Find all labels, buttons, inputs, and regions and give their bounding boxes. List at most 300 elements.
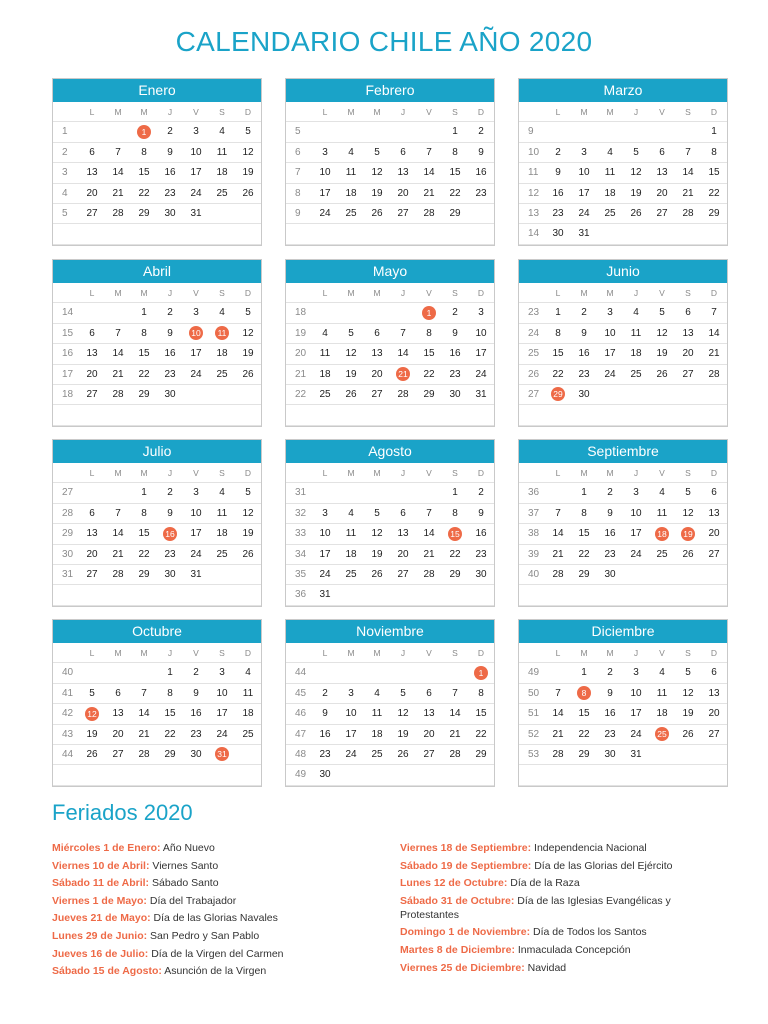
day-cell <box>623 224 649 244</box>
day-cell <box>390 585 416 605</box>
weekday-label: J <box>623 102 649 122</box>
day-cell <box>675 765 701 785</box>
day-cell: 5 <box>338 324 364 344</box>
day-cell: 9 <box>312 704 338 724</box>
day-cell: 6 <box>390 504 416 524</box>
day-cell: 25 <box>235 725 261 745</box>
weekday-label: M <box>571 283 597 303</box>
day-cell: 24 <box>623 545 649 565</box>
week-number: 16 <box>53 344 79 364</box>
day-cell: 15 <box>131 163 157 183</box>
day-cell <box>649 745 675 765</box>
week-number: 39 <box>519 545 545 565</box>
weekday-label: J <box>157 643 183 663</box>
weekday-label: V <box>416 283 442 303</box>
week-number: 1 <box>53 122 79 142</box>
holiday-date: Viernes 1 de Mayo: <box>52 894 147 907</box>
holidays-list-left <box>52 841 372 982</box>
day-cell: 6 <box>701 663 727 683</box>
weekday-label: L <box>312 102 338 122</box>
day-cell <box>571 765 597 785</box>
week-number: 28 <box>53 504 79 524</box>
day-cell: 10 <box>623 504 649 524</box>
day-cell <box>105 122 131 142</box>
day-cell: 26 <box>364 565 390 585</box>
day-cell: 11 <box>235 684 261 704</box>
weekday-label: S <box>442 463 468 483</box>
day-cell <box>209 224 235 244</box>
weekday-label: M <box>105 102 131 122</box>
day-cell: 3 <box>623 663 649 683</box>
day-cell <box>649 224 675 244</box>
day-cell <box>675 745 701 765</box>
day-cell: 9 <box>597 504 623 524</box>
day-cell: 11 <box>338 524 364 544</box>
day-cell <box>183 324 209 344</box>
weekday-label: J <box>157 283 183 303</box>
day-cell: 29 <box>157 745 183 765</box>
weekday-label: M <box>131 463 157 483</box>
day-cell: 15 <box>545 344 571 364</box>
day-cell: 14 <box>416 163 442 183</box>
day-cell: 19 <box>235 524 261 544</box>
day-cell: 10 <box>571 163 597 183</box>
day-cell: 30 <box>468 565 494 585</box>
day-cell: 9 <box>183 684 209 704</box>
day-cell: 25 <box>623 365 649 385</box>
day-cell: 4 <box>649 663 675 683</box>
day-cell: 27 <box>364 385 390 405</box>
weekday-label: J <box>390 463 416 483</box>
day-cell: 20 <box>105 725 131 745</box>
day-cell: 18 <box>209 163 235 183</box>
holiday-name: Año Nuevo <box>160 842 215 854</box>
day-cell: 10 <box>183 143 209 163</box>
day-cell: 22 <box>131 365 157 385</box>
day-cell: 17 <box>623 524 649 544</box>
weekday-label: L <box>545 102 571 122</box>
day-cell <box>312 122 338 142</box>
day-cell: 4 <box>364 684 390 704</box>
day-cell: 27 <box>701 725 727 745</box>
day-cell: 30 <box>571 385 597 405</box>
day-cell: 7 <box>390 324 416 344</box>
day-cell: 23 <box>468 545 494 565</box>
day-cell: 15 <box>131 524 157 544</box>
day-cell: 24 <box>571 204 597 224</box>
day-cell: 9 <box>597 684 623 704</box>
weekday-label: V <box>416 463 442 483</box>
day-cell <box>364 663 390 683</box>
day-cell: 23 <box>468 184 494 204</box>
day-cell: 17 <box>468 344 494 364</box>
month-name: Marzo <box>519 79 727 102</box>
weekday-label: M <box>571 643 597 663</box>
day-cell: 31 <box>183 204 209 224</box>
day-cell: 10 <box>338 704 364 724</box>
day-cell: 29 <box>701 204 727 224</box>
day-cell <box>442 765 468 785</box>
day-cell: 26 <box>235 184 261 204</box>
day-cell: 5 <box>79 684 105 704</box>
day-cell: 14 <box>390 344 416 364</box>
day-cell: 31 <box>468 385 494 405</box>
day-cell <box>338 663 364 683</box>
weekday-label: M <box>338 643 364 663</box>
day-cell <box>105 585 131 605</box>
day-cell: 5 <box>364 143 390 163</box>
weekday-label: V <box>416 643 442 663</box>
day-cell: 16 <box>571 344 597 364</box>
week-number: 31 <box>53 565 79 585</box>
day-cell: 8 <box>442 504 468 524</box>
week-number: 10 <box>519 143 545 163</box>
day-cell <box>675 565 701 585</box>
day-cell: 23 <box>157 545 183 565</box>
week-number: 11 <box>519 163 545 183</box>
day-cell: 15 <box>157 704 183 724</box>
week-header-blank <box>519 463 545 483</box>
holiday-name: Día de la Raza <box>507 877 580 890</box>
day-cell <box>675 122 701 142</box>
day-cell <box>157 405 183 425</box>
day-cell: 9 <box>157 504 183 524</box>
day-cell: 13 <box>79 163 105 183</box>
day-cell: 3 <box>623 483 649 503</box>
week-number: 38 <box>519 524 545 544</box>
day-cell: 15 <box>131 344 157 364</box>
day-cell: 14 <box>105 524 131 544</box>
week-number: 9 <box>286 204 312 224</box>
holiday-date: Viernes 25 de Diciembre: <box>400 961 525 974</box>
holiday-date: Lunes 29 de Junio: <box>52 929 148 942</box>
day-cell: 8 <box>468 684 494 704</box>
day-cell: 23 <box>312 745 338 765</box>
day-cell: 22 <box>468 725 494 745</box>
day-cell <box>364 224 390 244</box>
day-cell <box>312 405 338 425</box>
day-cell <box>79 303 105 323</box>
day-cell: 12 <box>235 324 261 344</box>
day-cell: 24 <box>312 204 338 224</box>
day-cell: 4 <box>623 303 649 323</box>
holiday-item <box>52 947 372 961</box>
day-cell: 21 <box>416 545 442 565</box>
day-cell <box>364 303 390 323</box>
day-cell: 10 <box>183 504 209 524</box>
week-number <box>286 224 312 244</box>
weekday-label: M <box>338 102 364 122</box>
month-name: Diciembre <box>519 620 727 643</box>
day-cell <box>442 585 468 605</box>
week-number: 40 <box>53 663 79 683</box>
month-name: Agosto <box>286 440 494 463</box>
month-julio <box>52 439 262 607</box>
day-cell: 19 <box>364 184 390 204</box>
day-cell <box>235 204 261 224</box>
day-cell <box>364 483 390 503</box>
week-number: 14 <box>53 303 79 323</box>
day-cell: 4 <box>235 663 261 683</box>
day-cell: 23 <box>571 365 597 385</box>
day-cell: 11 <box>338 163 364 183</box>
day-cell: 7 <box>701 303 727 323</box>
day-cell: 13 <box>649 163 675 183</box>
day-cell: 20 <box>701 524 727 544</box>
holiday-item <box>52 894 372 908</box>
day-cell <box>390 122 416 142</box>
day-cell: 2 <box>157 483 183 503</box>
day-cell: 8 <box>545 324 571 344</box>
day-cell: 14 <box>545 704 571 724</box>
holiday-name: Día de las Glorias del Ejército <box>531 859 673 872</box>
day-cell: 30 <box>442 385 468 405</box>
day-cell <box>131 405 157 425</box>
day-cell <box>209 745 235 765</box>
day-cell: 25 <box>312 385 338 405</box>
weekday-label: L <box>79 463 105 483</box>
day-cell: 30 <box>157 204 183 224</box>
day-cell: 11 <box>649 504 675 524</box>
day-cell: 3 <box>183 483 209 503</box>
day-cell <box>597 385 623 405</box>
day-cell: 29 <box>442 565 468 585</box>
day-cell: 3 <box>209 663 235 683</box>
day-cell <box>649 725 675 745</box>
day-cell: 13 <box>390 163 416 183</box>
day-cell: 12 <box>649 324 675 344</box>
week-number: 14 <box>519 224 545 244</box>
day-cell: 16 <box>597 704 623 724</box>
day-cell: 29 <box>131 204 157 224</box>
day-cell: 2 <box>442 303 468 323</box>
day-cell: 25 <box>597 204 623 224</box>
weekday-label: D <box>468 283 494 303</box>
weekday-label: M <box>571 463 597 483</box>
weekday-label: J <box>623 283 649 303</box>
day-cell <box>390 765 416 785</box>
day-cell: 2 <box>157 303 183 323</box>
day-cell <box>442 405 468 425</box>
day-cell: 15 <box>701 163 727 183</box>
weekday-label: S <box>209 643 235 663</box>
month-agosto <box>285 439 495 607</box>
week-number: 27 <box>519 385 545 405</box>
weekday-label: J <box>390 283 416 303</box>
week-number: 36 <box>519 483 545 503</box>
day-cell: 28 <box>105 565 131 585</box>
day-cell <box>649 405 675 425</box>
holiday-date: Martes 8 de Diciembre: <box>400 943 515 956</box>
day-cell: 4 <box>597 143 623 163</box>
day-cell: 24 <box>183 184 209 204</box>
week-number: 5 <box>53 204 79 224</box>
holiday-date: Lunes 12 de Octubre: <box>400 877 508 890</box>
day-cell <box>623 385 649 405</box>
day-cell: 13 <box>701 684 727 704</box>
day-cell: 19 <box>675 704 701 724</box>
day-cell: 4 <box>338 504 364 524</box>
weekday-label: S <box>442 643 468 663</box>
day-cell <box>701 224 727 244</box>
day-cell: 17 <box>209 704 235 724</box>
day-cell: 3 <box>338 684 364 704</box>
day-cell <box>701 765 727 785</box>
day-cell <box>597 585 623 605</box>
day-cell: 15 <box>442 163 468 183</box>
holiday-marker: 19 <box>681 527 695 541</box>
day-cell: 18 <box>312 365 338 385</box>
day-cell <box>338 224 364 244</box>
week-number: 50 <box>519 684 545 704</box>
day-cell: 1 <box>571 663 597 683</box>
week-number <box>53 224 79 244</box>
day-cell: 17 <box>183 524 209 544</box>
day-cell <box>235 405 261 425</box>
day-cell <box>209 565 235 585</box>
day-cell: 5 <box>623 143 649 163</box>
day-cell: 16 <box>468 524 494 544</box>
holiday-marker: 1 <box>474 666 488 680</box>
day-cell <box>597 224 623 244</box>
day-cell <box>183 765 209 785</box>
holiday-date: Domingo 1 de Noviembre: <box>400 926 531 939</box>
day-cell: 18 <box>338 545 364 565</box>
week-number <box>53 405 79 425</box>
week-header-blank <box>286 463 312 483</box>
week-number: 35 <box>286 565 312 585</box>
weekday-label: M <box>105 643 131 663</box>
holiday-marker: 10 <box>189 326 203 340</box>
week-number: 15 <box>53 324 79 344</box>
day-cell: 1 <box>157 663 183 683</box>
weekday-label: V <box>183 463 209 483</box>
day-cell: 8 <box>157 684 183 704</box>
weekday-label: V <box>649 102 675 122</box>
day-cell: 28 <box>105 204 131 224</box>
day-cell: 23 <box>183 725 209 745</box>
holiday-item <box>400 876 720 890</box>
day-cell <box>209 385 235 405</box>
weekday-label: M <box>364 283 390 303</box>
day-cell: 4 <box>209 122 235 142</box>
day-cell: 21 <box>545 725 571 745</box>
day-cell: 7 <box>545 504 571 524</box>
day-cell: 9 <box>571 324 597 344</box>
day-cell: 24 <box>338 745 364 765</box>
day-cell: 9 <box>157 143 183 163</box>
week-number: 18 <box>53 385 79 405</box>
week-number: 44 <box>53 745 79 765</box>
weekday-label: S <box>675 463 701 483</box>
week-number: 21 <box>286 365 312 385</box>
day-cell: 13 <box>79 524 105 544</box>
week-number: 40 <box>519 565 545 585</box>
day-cell <box>235 765 261 785</box>
day-cell: 20 <box>364 365 390 385</box>
weekday-label: M <box>131 643 157 663</box>
day-cell: 19 <box>623 184 649 204</box>
day-cell: 13 <box>416 704 442 724</box>
day-cell: 2 <box>571 303 597 323</box>
day-cell <box>468 585 494 605</box>
holiday-name: San Pedro y San Pablo <box>147 929 260 942</box>
day-cell <box>571 585 597 605</box>
holiday-date: Viernes 18 de Septiembre: <box>400 842 532 854</box>
holiday-name: Sábado Santo <box>149 877 219 890</box>
day-cell <box>338 483 364 503</box>
weekday-label: V <box>183 283 209 303</box>
day-cell: 20 <box>79 184 105 204</box>
holidays-title: Feriados 2020 <box>52 800 193 825</box>
day-cell: 19 <box>235 344 261 364</box>
day-cell: 16 <box>183 704 209 724</box>
day-cell <box>209 405 235 425</box>
day-cell <box>157 524 183 544</box>
weekday-label: V <box>649 463 675 483</box>
day-cell: 27 <box>79 565 105 585</box>
day-cell <box>209 585 235 605</box>
day-cell <box>545 663 571 683</box>
day-cell: 30 <box>312 765 338 785</box>
day-cell <box>79 765 105 785</box>
day-cell <box>131 224 157 244</box>
day-cell: 25 <box>338 565 364 585</box>
day-cell: 17 <box>597 344 623 364</box>
day-cell: 21 <box>701 344 727 364</box>
day-cell: 4 <box>209 483 235 503</box>
day-cell: 2 <box>468 122 494 142</box>
day-cell: 18 <box>209 344 235 364</box>
day-cell: 28 <box>105 385 131 405</box>
day-cell <box>468 204 494 224</box>
day-cell <box>390 663 416 683</box>
day-cell: 28 <box>701 365 727 385</box>
day-cell: 18 <box>338 184 364 204</box>
weekday-label: J <box>623 643 649 663</box>
page-title: CALENDARIO CHILE AÑO 2020 <box>175 26 593 57</box>
weekday-label: L <box>79 102 105 122</box>
day-cell: 27 <box>79 385 105 405</box>
day-cell: 13 <box>390 524 416 544</box>
week-header-blank <box>519 283 545 303</box>
day-cell <box>623 765 649 785</box>
day-cell: 2 <box>312 684 338 704</box>
day-cell <box>597 122 623 142</box>
day-cell: 5 <box>390 684 416 704</box>
day-cell: 31 <box>623 745 649 765</box>
day-cell: 24 <box>209 725 235 745</box>
day-cell <box>442 224 468 244</box>
weekday-label: M <box>364 643 390 663</box>
day-cell: 29 <box>571 565 597 585</box>
day-cell: 27 <box>105 745 131 765</box>
weekday-label: L <box>545 643 571 663</box>
day-cell <box>79 663 105 683</box>
day-cell: 20 <box>701 704 727 724</box>
day-cell: 9 <box>468 504 494 524</box>
holiday-item <box>52 841 372 855</box>
week-number: 23 <box>519 303 545 323</box>
day-cell: 1 <box>571 483 597 503</box>
day-cell: 28 <box>675 204 701 224</box>
week-number: 19 <box>286 324 312 344</box>
day-cell: 3 <box>312 504 338 524</box>
holiday-date: Jueves 21 de Mayo: <box>52 912 151 925</box>
holiday-name: Viernes Santo <box>149 859 219 872</box>
day-cell <box>675 224 701 244</box>
day-cell: 1 <box>545 303 571 323</box>
